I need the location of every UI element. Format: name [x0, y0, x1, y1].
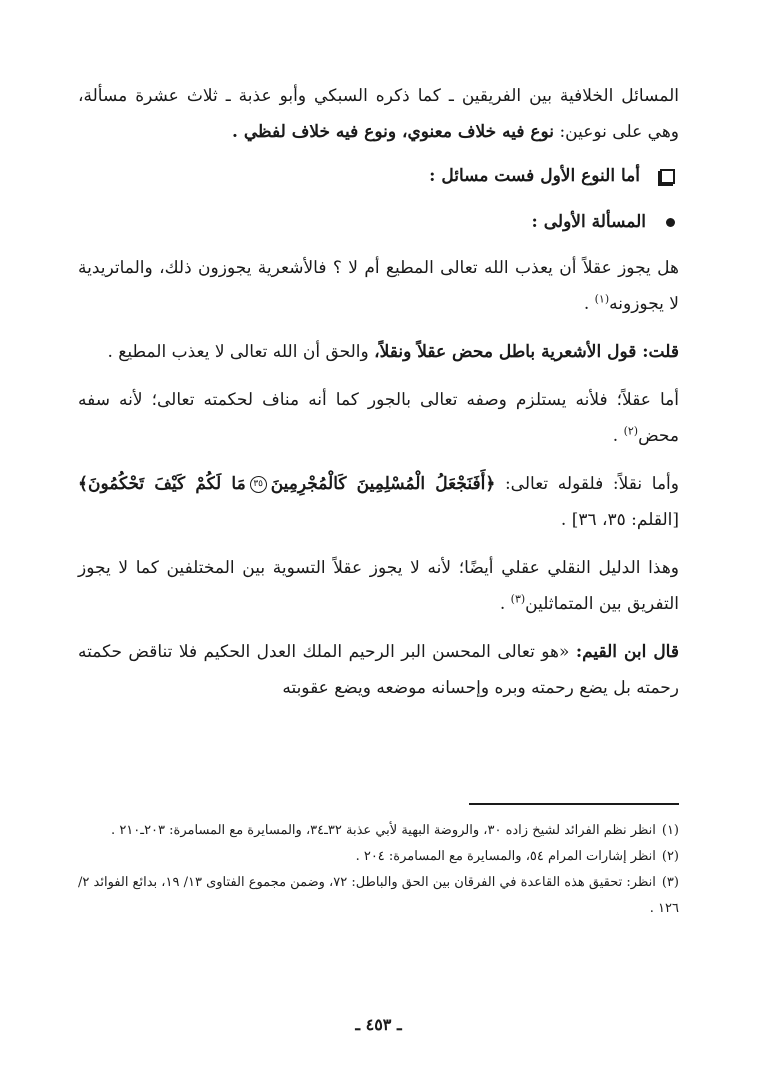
- footnote-number: (٣): [661, 875, 679, 890]
- footnote-number: (١): [661, 823, 679, 838]
- footnotes: [78, 818, 679, 922]
- paragraph-intro: [78, 78, 679, 150]
- evidence-text: وهذا الدليل النقلي عقلي أيضًا؛ لأنه لا يجوز عقلاً التسوية بين المختلفين كما لا يجوز التفريق بين المتماثلين: [78, 558, 679, 614]
- footnote-item: [78, 844, 679, 870]
- footnote-item: [78, 870, 679, 922]
- quran-verse-part-b: مَا لَكُمْ كَيْفَ تَحْكُمُونَ﴾: [78, 474, 246, 494]
- sentence-end: .: [583, 294, 595, 314]
- paragraph-rational: [78, 382, 679, 454]
- footnote-ref[interactable]: (٣): [510, 592, 526, 606]
- paragraph-verdict: [78, 334, 679, 370]
- sentence-end: .: [499, 594, 511, 614]
- verdict-bold-text: قلت: قول الأشعرية باطل محض عقلاً ونقلاً،: [374, 342, 679, 362]
- section-heading-first-issue: [78, 204, 679, 240]
- footnote-text: انظر نظم الفرائد لشيخ زاده ٣٠، والروضة البهية لأبي عذبة ٣٢ـ٣٤، والمسايرة مع المسامرة: ٢٠٣ـ٢١٠ .: [111, 823, 656, 838]
- aya-number-marker: ٣٥: [250, 476, 267, 493]
- verse-citation: [القلم: ٣٥، ٣٦] .: [560, 510, 679, 530]
- paragraph-question: [78, 250, 679, 322]
- footnote-ref[interactable]: (٢): [623, 424, 639, 438]
- quran-verse-part-a: ﴿أَفَنَجْعَلُ الْمُسْلِمِينَ كَالْمُجْرِمِينَ: [270, 474, 496, 494]
- page-body: [78, 78, 679, 714]
- footnote-number: (٢): [661, 849, 679, 864]
- quote-attribution: قال ابن القيم:: [575, 642, 679, 662]
- quote-text: «هو تعالى المحسن البر الرحيم الملك العدل الحكيم فلا تناقض حكمته رحمته بل يضع رحمته وبره وإحسانه موضعه ويضع عقوبته: [78, 642, 679, 698]
- verdict-text: والحق أن الله تعالى لا يعذب المطيع .: [107, 342, 375, 362]
- footnote-item: [78, 818, 679, 844]
- section-heading-first-type: [78, 158, 679, 194]
- paragraph-ibn-qayyim: [78, 634, 679, 706]
- rational-text: أما عقلاً؛ فلأنه يستلزم وصفه تعالى بالجور كما أنه مناف لحكمته تعالى؛ لأنه سفه محض: [78, 390, 679, 446]
- footnote-text: انظر إشارات المرام ٥٤، والمسايرة مع المسامرة: ٢٠٤ .: [355, 849, 656, 864]
- textual-intro: وأما نقلاً: فلقوله تعالى:: [495, 474, 679, 494]
- intro-bold-text: نوع فيه خلاف معنوي، ونوع فيه خلاف لفظي .: [232, 122, 555, 142]
- footnote-text: انظر: تحقيق هذه القاعدة في الفرقان بين الحق والباطل: ٧٢، وضمن مجموع الفتاوى ١٣/ ١٩، بدائع الفوائد ٢/ ١٢٦ .: [78, 875, 679, 916]
- footnote-divider: [469, 803, 679, 805]
- paragraph-textual: [78, 466, 679, 538]
- hollow-square-icon: [660, 169, 675, 184]
- section-heading-text: المسألة الأولى :: [531, 212, 646, 232]
- bullet-dot-icon: [666, 218, 675, 227]
- footnote-ref[interactable]: (١): [594, 292, 610, 306]
- paragraph-evidence: [78, 550, 679, 622]
- section-heading-text: أما النوع الأول فست مسائل :: [429, 166, 640, 186]
- intro-text: المسائل الخلافية بين الفريقين ـ كما ذكره السبكي وأبو عذبة ـ ثلاث عشرة مسألة، وهي على نوعين:: [78, 86, 679, 142]
- sentence-end: .: [612, 426, 624, 446]
- question-text: هل يجوز عقلاً أن يعذب الله تعالى المطيع أم لا ؟ فالأشعرية يجوزون ذلك، والماتريدية لا يجوزونه: [78, 258, 679, 314]
- page-number: ـ ٤٥٣ ـ: [355, 1015, 402, 1034]
